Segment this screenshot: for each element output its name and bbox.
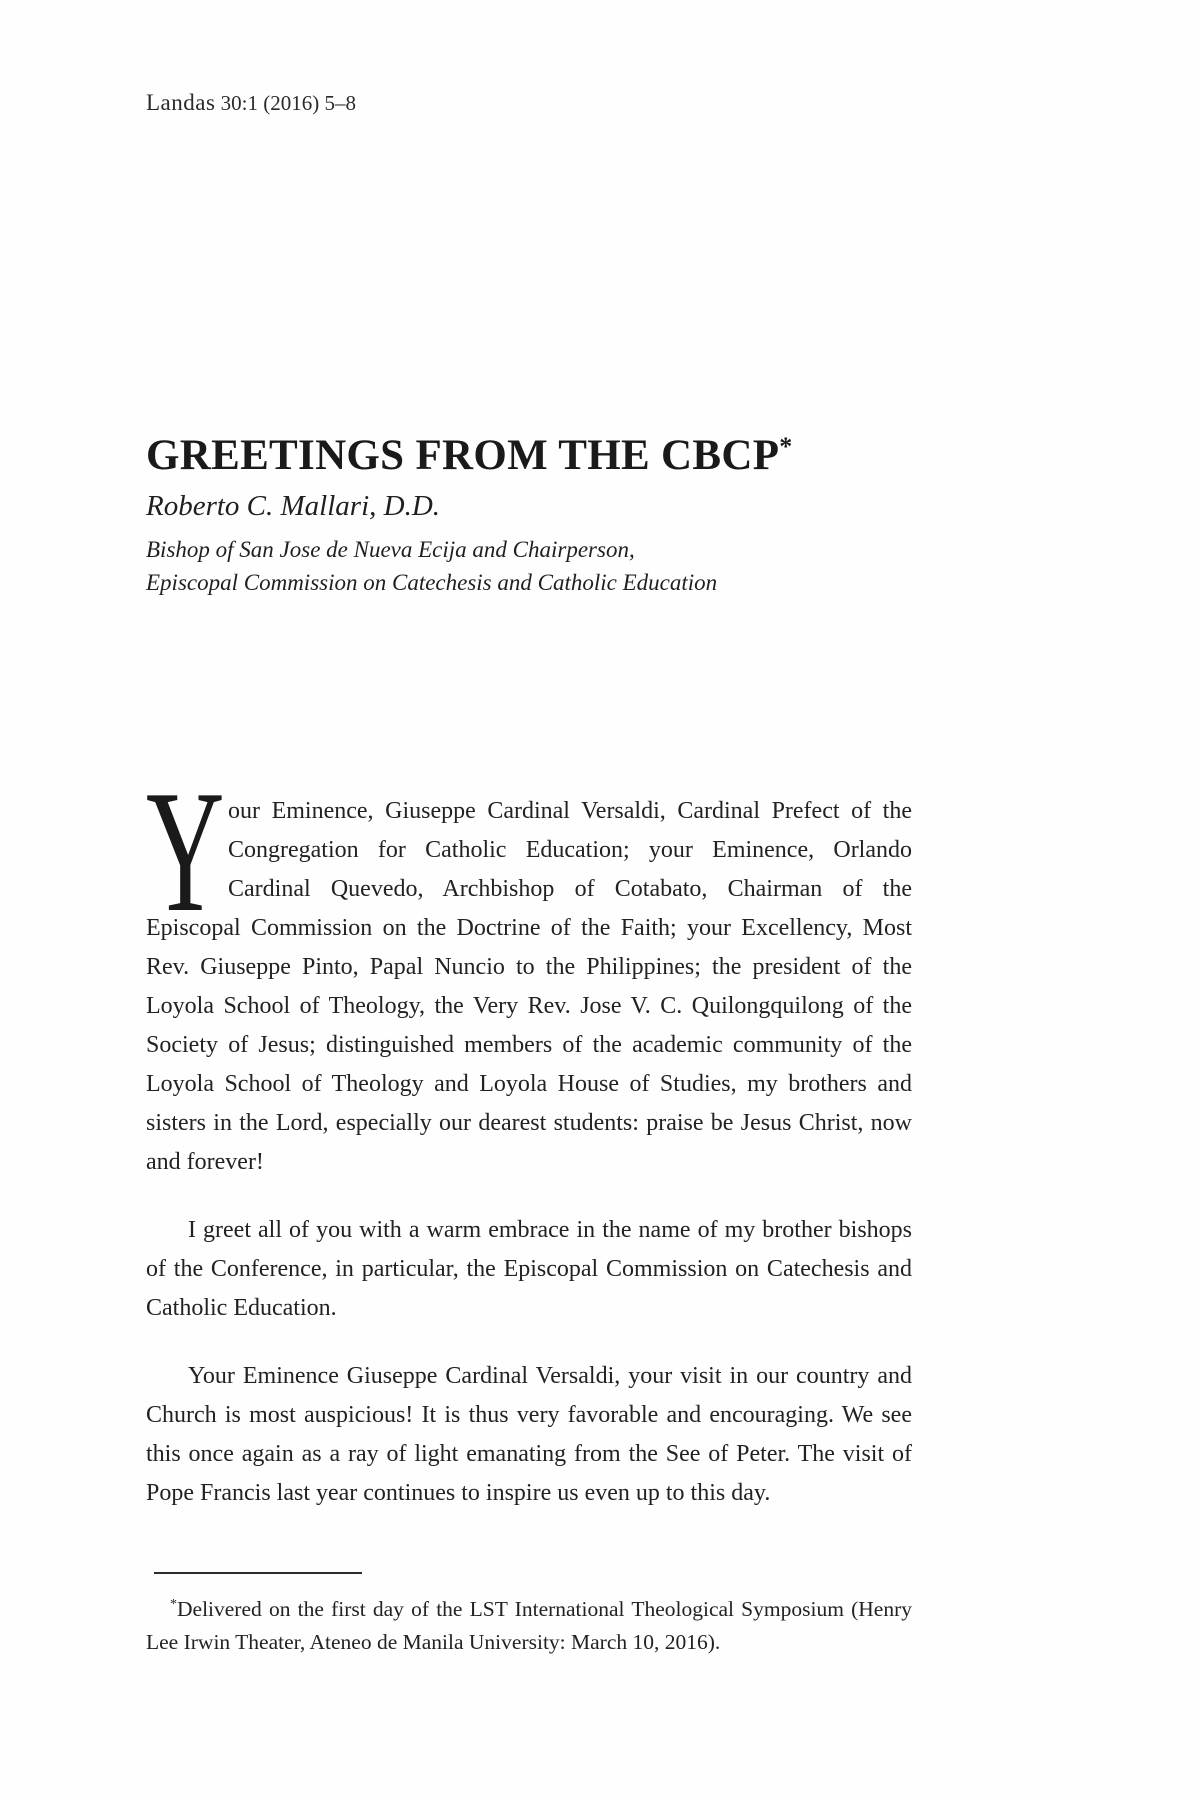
author-affiliation-line1: Bishop of San Jose de Nueva Ecija and Chairperson, bbox=[146, 537, 635, 563]
journal-running-head bbox=[146, 90, 356, 116]
paragraph-1-text: our Eminence, Giuseppe Cardinal Versaldi, Cardinal Prefect of the Congregation for Catholic Education; your Eminence, Orlando Cardinal Quevedo, Archbishop of Cotabato, Chairman of the Episcopal Commission on the Doctrine of the Faith; your Excellency, Most Rev. Giuseppe Pinto, Papal Nuncio to the Philippines; the president of the Loyola School of Theology, the Very Rev. Jose V. C. Quilongquilong of the Society of Jesus; distinguished members of the academic community of the Loyola School of Theology and Loyola House of Studies, my brothers and sisters in the Lord, especially our dearest students: praise be Jesus Christ, now and forever! bbox=[146, 798, 912, 1175]
paragraph-2: I greet all of you with a warm embrace in the name of my brother bishops of the Conference, in particular, the Episcopal Commission on Catechesis and Catholic Education. bbox=[146, 1217, 912, 1321]
footnote-rule bbox=[154, 1572, 362, 1574]
title-footnote-marker: * bbox=[779, 432, 793, 461]
author-affiliation-line2: Episcopal Commission on Catechesis and Catholic Education bbox=[146, 570, 718, 596]
article-body bbox=[146, 754, 912, 1513]
paragraph-1 bbox=[146, 754, 912, 1182]
article-title bbox=[146, 433, 926, 478]
footnote-marker: * bbox=[170, 1597, 177, 1612]
title-block bbox=[146, 433, 926, 599]
journal-name: Landas bbox=[146, 90, 216, 115]
footnote-text bbox=[146, 1588, 912, 1659]
footnote-body: Delivered on the first day of the LST International Theological Symposium (Henry Lee Irwin Theater, Ateneo de Manila University: March 10, 2016). bbox=[146, 1597, 912, 1654]
author-name: Roberto C. Mallari, D.D. bbox=[146, 490, 441, 523]
journal-citation: 30:1 (2016) 5–8 bbox=[220, 91, 356, 115]
paragraph-3: Your Eminence Giuseppe Cardinal Versaldi, your visit in our country and Church is most auspicious! It is thus very favorable and encouraging. We see this once again as a ray of light emanating from the See of Peter. The visit of Pope Francis last year continues to inspire us even up to this day. bbox=[146, 1363, 912, 1506]
footnote-area bbox=[146, 1558, 912, 1659]
article-title-text: GREETINGS FROM THE CBCP bbox=[146, 432, 780, 479]
dropcap-letter: Y bbox=[146, 754, 225, 948]
